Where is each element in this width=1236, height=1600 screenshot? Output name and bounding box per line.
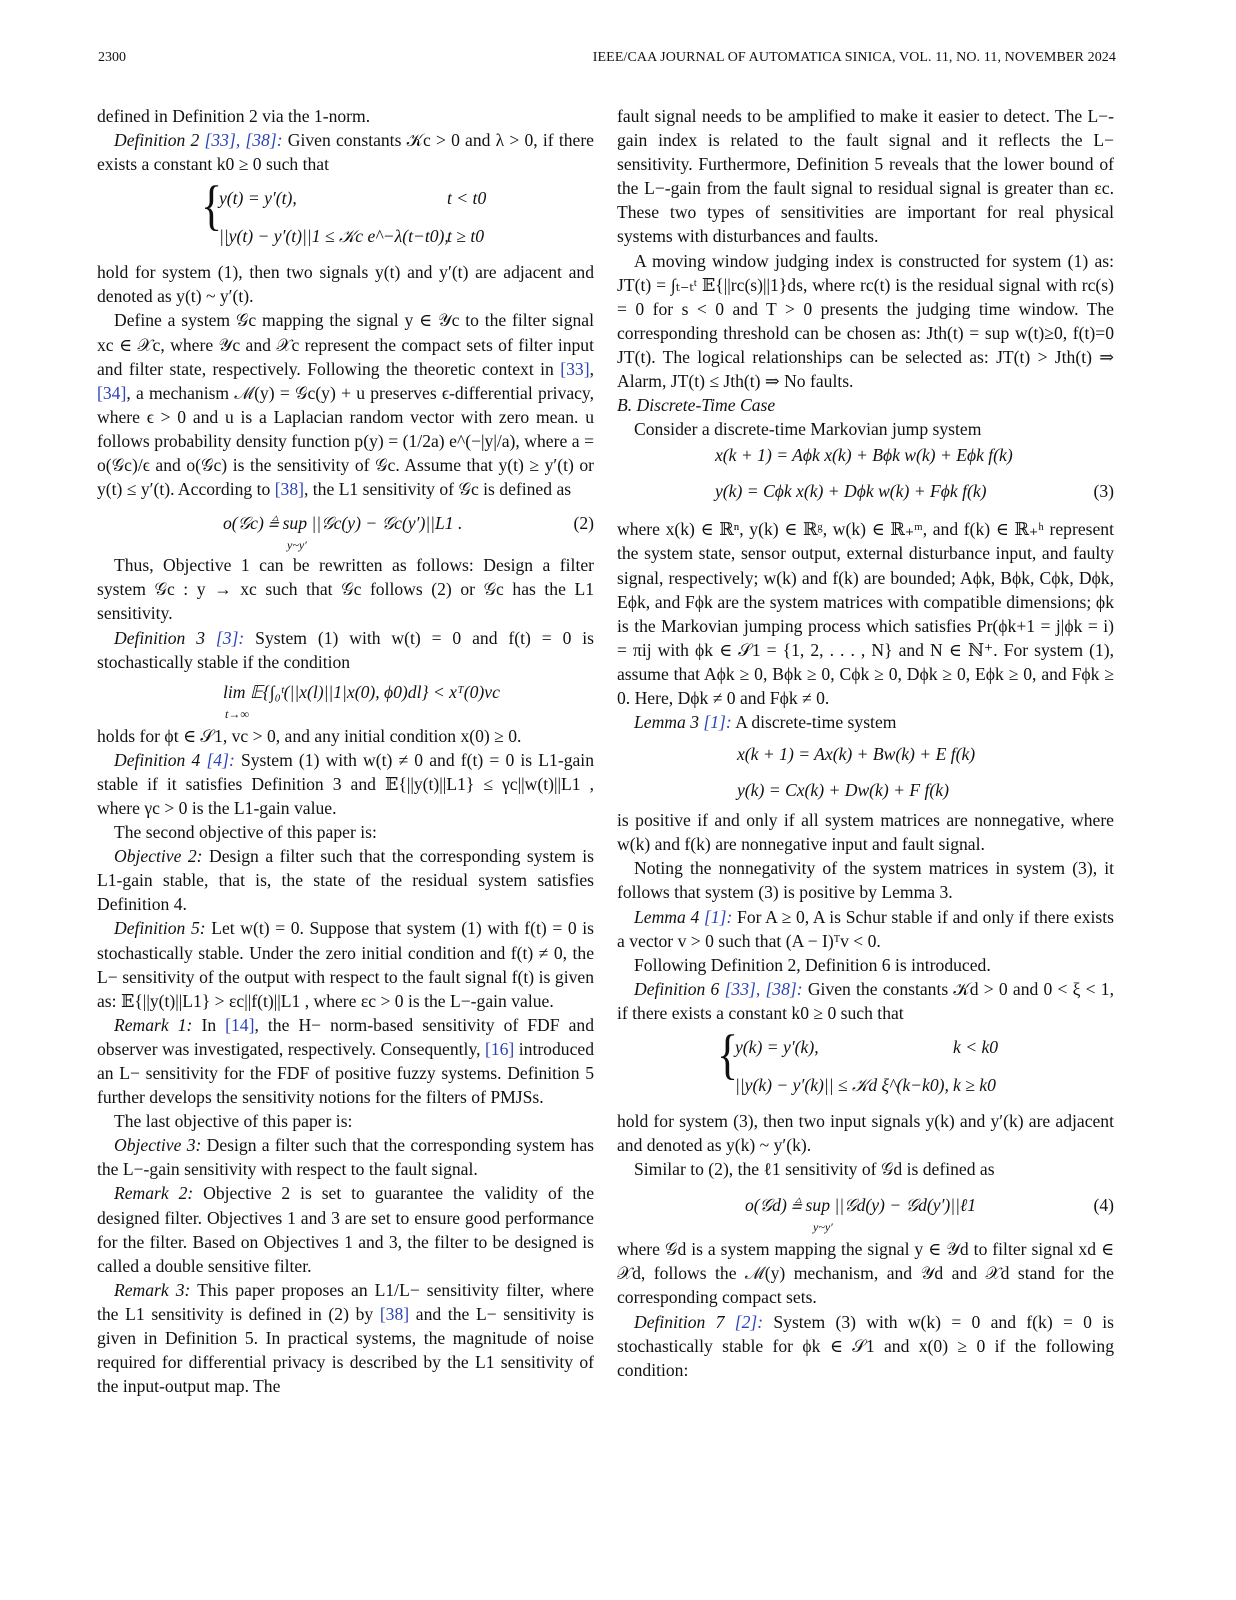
paragraph: The second objective of this paper is: — [114, 822, 377, 843]
citation-link[interactable]: [33], [38]: — [724, 978, 803, 999]
stability-condition — [97, 674, 594, 724]
equation-number: (3) — [1093, 481, 1114, 502]
case-2-expression: ||y(k) − y′(k)|| ≤ 𝒦d ξ^(k−k0), — [735, 1075, 949, 1095]
lemma-4: Lemma 4 [1]: For A ≥ 0, A is Schur stable if and only if there exists a vector v > 0 such that (A − I)ᵀv < 0. — [617, 906, 1114, 951]
equation-body: lim 𝔼{∫₀ᵗ(||x(l)||1|x(0), ϕ0)dl} < xᵀ(0)vc — [223, 681, 500, 702]
piecewise-equation — [617, 1025, 1114, 1109]
equation-2 — [97, 501, 594, 553]
paragraph: hold for system (1), then two signals y(t) and y′(t) are adjacent and denoted as y(t) ~ y′(t). — [97, 262, 594, 307]
piecewise-equation — [97, 176, 594, 260]
citation-link[interactable]: [3]: — [215, 627, 245, 648]
definition-7: Definition 7 [2]: System (3) with w(k) = 0 and f(k) = 0 is stochastically stable for ϕk ∈ 𝒮1 and x(0) ≥ 0 if the following condition: — [617, 1311, 1114, 1380]
running-header — [98, 50, 1116, 72]
paragraph: holds for ϕt ∈ 𝒮1, vc > 0, and any initial condition x(0) ≥ 0. — [97, 725, 522, 746]
case-1-expression: y(t) = y′(t), — [219, 188, 297, 209]
page-number: 2300 — [98, 50, 126, 65]
citation-link[interactable]: [1]: — [703, 906, 733, 927]
case-2-expression: ||y(t) − y′(t)||1 ≤ 𝒦c e^−λ(t−t0), — [219, 226, 449, 247]
lemma-3: Lemma 3 [1]: A discrete-time system — [634, 712, 897, 733]
equation-number: (4) — [1093, 1195, 1114, 1216]
left-brace: { — [717, 1023, 739, 1085]
case-1-condition: k < k0 — [953, 1037, 999, 1057]
paragraph: Similar to (2), the ℓ1 sensitivity of 𝒢d is defined as — [634, 1159, 995, 1180]
definition-3: Definition 3 [3]: System (1) with w(t) = 0 and f(t) = 0 is stochastically stable if the condition — [97, 627, 594, 672]
case-1-expression: y(k) = y′(k), — [735, 1037, 819, 1057]
equation-line-2: y(k) = Cx(k) + Dw(k) + F f(k) — [737, 780, 949, 801]
paragraph: hold for system (3), then two input signals y(k) and y′(k) are adjacent and denoted as y(k) ~ y′(k). — [617, 1111, 1114, 1156]
equation-body: o(𝒢d) ≜ sup ||𝒢d(y) − 𝒢d(y′)||ℓ1 — [745, 1195, 977, 1216]
objective-3: Objective 3: Design a filter such that the corresponding system has the L−-gain sensitivity with respect to the fault signal. — [97, 1135, 594, 1180]
citation-link[interactable]: [38] — [379, 1303, 410, 1324]
equation-3 — [617, 441, 1114, 517]
case-2-condition: k ≥ k0 — [953, 1075, 996, 1095]
paragraph: is positive if and only if all system matrices are nonnegative, where w(k) and f(k) are nonnegative input and fault signal. — [617, 810, 1114, 855]
definition-5: Definition 5: Let w(t) = 0. Suppose that system (1) with f(t) = 0 is stochastically stable. Under the zero initial condition and f(t) ≠ 0, the L− sensitivity of the output with respect to the fault signal f(t) is given as: 𝔼{||y(t)||L1} > εc||f(t)||L1 , where εc > 0 is the L−-gain value. — [97, 918, 594, 1011]
paragraph: where 𝒢d is a system mapping the signal y ∈ 𝒴d to filter signal xd ∈ 𝒳d, follows the ℳ(y) mechanism, and 𝒴d and 𝒳d stand for the corresponding compact sets. — [617, 1239, 1114, 1308]
citation-link[interactable]: [33], [38]: — [204, 130, 283, 151]
paragraph: Define a system 𝒢c mapping the signal y ∈ 𝒴c to the filter signal xc ∈ 𝒳c, where 𝒴c and 𝒳c represent the compact sets of filter input and filter state, respectively. Following the theoretic context in [33], [34], a mechanism ℳ(y) = 𝒢c(y) + u preserves ϵ-differential privacy, where ϵ > 0 and u is a Laplacian random vector with zero mean. u follows probability density function p(y) = (1/2a) e^(−|y|/a), where a = o(𝒢c)/ϵ and o(𝒢c) is the sensitivity of 𝒢c. Assume that y(t) ≥ y′(t) or y(t) ≤ y′(t). According to [38], the L1 sensitivity of 𝒢c is defined as — [97, 310, 594, 500]
equation-subscript: y~y′ — [287, 538, 307, 553]
equation-4 — [617, 1181, 1114, 1237]
paragraph: where x(k) ∈ ℝⁿ, y(k) ∈ ℝᵍ, w(k) ∈ ℝ₊ᵐ, and f(k) ∈ ℝ₊ʰ represent the system state, sensor output, external disturbance input, and faulty signal, respectively; w(k) and f(k) are bounded; Aϕk, Bϕk, Cϕk, Dϕk, Eϕk, and Fϕk are the system matrices with compatible dimensions; ϕk is the Markovian jumping process which satisfies Pr(ϕk+1 = j|ϕk = i) = πij with ϕk ∈ 𝒮1 = {1, 2, . . . , N} and N ∈ ℕ⁺. For system (1), assume that Aϕk ≥ 0, Bϕk ≥ 0, Cϕk ≥ 0, Dϕk ≥ 0, Eϕk ≥ 0, and Fϕk ≥ 0. Here, Dϕk ≠ 0 and Fϕk ≠ 0. — [617, 519, 1114, 708]
equation-line-1: x(k + 1) = Aϕk x(k) + Bϕk w(k) + Eϕk f(k) — [715, 445, 1013, 466]
paragraph: defined in Definition 2 via the 1-norm. — [97, 106, 371, 126]
citation-link[interactable]: [16] — [484, 1038, 515, 1059]
lemma-3-system — [617, 734, 1114, 808]
right-column — [617, 104, 1114, 1382]
citation-link[interactable]: [34] — [97, 382, 127, 403]
paragraph: The last objective of this paper is: — [114, 1111, 353, 1132]
citation-link[interactable]: [2]: — [734, 1311, 764, 1332]
equation-body: o(𝒢c) ≜ sup ||𝒢c(y) − 𝒢c(y′)||L1 . — [223, 513, 463, 534]
paragraph: Consider a discrete-time Markovian jump system — [634, 419, 982, 440]
citation-link[interactable]: [33] — [560, 358, 590, 379]
equation-number: (2) — [573, 513, 594, 534]
equation-subscript: y~y′ — [813, 1220, 833, 1235]
section-heading: B. Discrete-Time Case — [617, 395, 776, 416]
equation-subscript: t→∞ — [225, 706, 249, 721]
journal-title: IEEE/CAA JOURNAL OF AUTOMATICA SINICA, VOL. 11, NO. 11, NOVEMBER 2024 — [592, 50, 1116, 65]
definition-4: Definition 4 [4]: System (1) with w(t) ≠ 0 and f(t) = 0 is L1-gain stable if it satisfies Definition 3 and 𝔼{||y(t)||L1} ≤ γc||w(t)||L1 , where γc > 0 is the L1-gain value. — [97, 749, 594, 818]
case-2-condition: t ≥ t0 — [447, 226, 485, 247]
paragraph: Thus, Objective 1 can be rewritten as follows: Design a filter system 𝒢c : y → xc such that 𝒢c follows (2) or 𝒢c has the L1 sensitivity. — [97, 555, 594, 624]
left-column — [97, 104, 594, 1398]
equation-line-2: y(k) = Cϕk x(k) + Dϕk w(k) + Fϕk f(k) — [715, 481, 987, 502]
paragraph: Following Definition 2, Definition 6 is introduced. — [634, 954, 991, 975]
paragraph: fault signal needs to be amplified to make it easier to detect. The L−-gain index is related to the fault signal and it reflects the L− sensitivity. Furthermore, Definition 5 reveals that the lower bound of the L−-gain from the fault signal to residual signal is greater than εc. These two types of sensitivities are important for real physical systems with disturbances and faults. — [617, 106, 1114, 247]
citation-link[interactable]: [38] — [274, 479, 304, 500]
citation-link[interactable]: [4]: — [206, 749, 235, 770]
remark-1: Remark 1: In [14], the H− norm-based sensitivity of FDF and observer was investigated, respectively. Consequently, [16] introduced an L− sensitivity for the FDF of positive fuzzy systems. Definition 5 further develops the sensitivity notions for the filters of PMJSs. — [97, 1014, 594, 1108]
definition-6: Definition 6 [33], [38]: Given the constants 𝒦d > 0 and 0 < ξ < 1, if there exists a constant k0 ≥ 0 such that — [617, 978, 1114, 1023]
definition-text: Given constants 𝒦c > 0 and λ > 0, if there exists a constant k0 ≥ 0 such that — [97, 130, 594, 175]
definition-label: Definition 2 — [114, 130, 205, 151]
left-brace: { — [201, 175, 223, 237]
case-1-condition: t < t0 — [447, 188, 487, 209]
paragraph: Noting the nonnegativity of the system matrices in system (3), it follows that system (3) is positive by Lemma 3. — [617, 858, 1114, 903]
remark-2: Remark 2: Objective 2 is set to guarantee the validity of the designed filter. Objectives 1 and 3 are set to ensure good performance for the filter. Based on Objectives 1 and 3, the filter to be designed is called a double sensitive filter. — [97, 1183, 594, 1276]
equation-line-1: x(k + 1) = Ax(k) + Bw(k) + E f(k) — [737, 744, 976, 765]
citation-link[interactable]: [14] — [225, 1014, 255, 1035]
paragraph: A moving window judging index is constructed for system (1) as: JT(t) = ∫ₜ₋ₜᵗ 𝔼{||rc(s)||1}ds, where rc(t) is the residual signal with rc(s) = 0 for s < 0 and T > 0 presents the judging time window. The corresponding threshold can be chosen as: Jth(t) = sup w(t)≥0, f(t)=0 JT(t). The logical relationships can be selected as: JT(t) > Jth(t) ⇒ Alarm, JT(t) ≤ Jth(t) ⇒ No faults. — [617, 250, 1114, 392]
remark-3: Remark 3: This paper proposes an L1/L− sensitivity filter, where the L1 sensitivity is defined in (2) by [38] and the L− sensitivity is given in Definition 5. In practical systems, the magnitude of noise required for differential privacy is described by the L1 sensitivity of the input-output map. The — [97, 1279, 594, 1397]
definition-2 — [97, 128, 594, 176]
objective-2: Objective 2: Design a filter such that the corresponding system is L1-gain stable, that is, the state of the residual system satisfies Definition 4. — [97, 846, 594, 915]
citation-link[interactable]: [1]: — [703, 712, 732, 733]
